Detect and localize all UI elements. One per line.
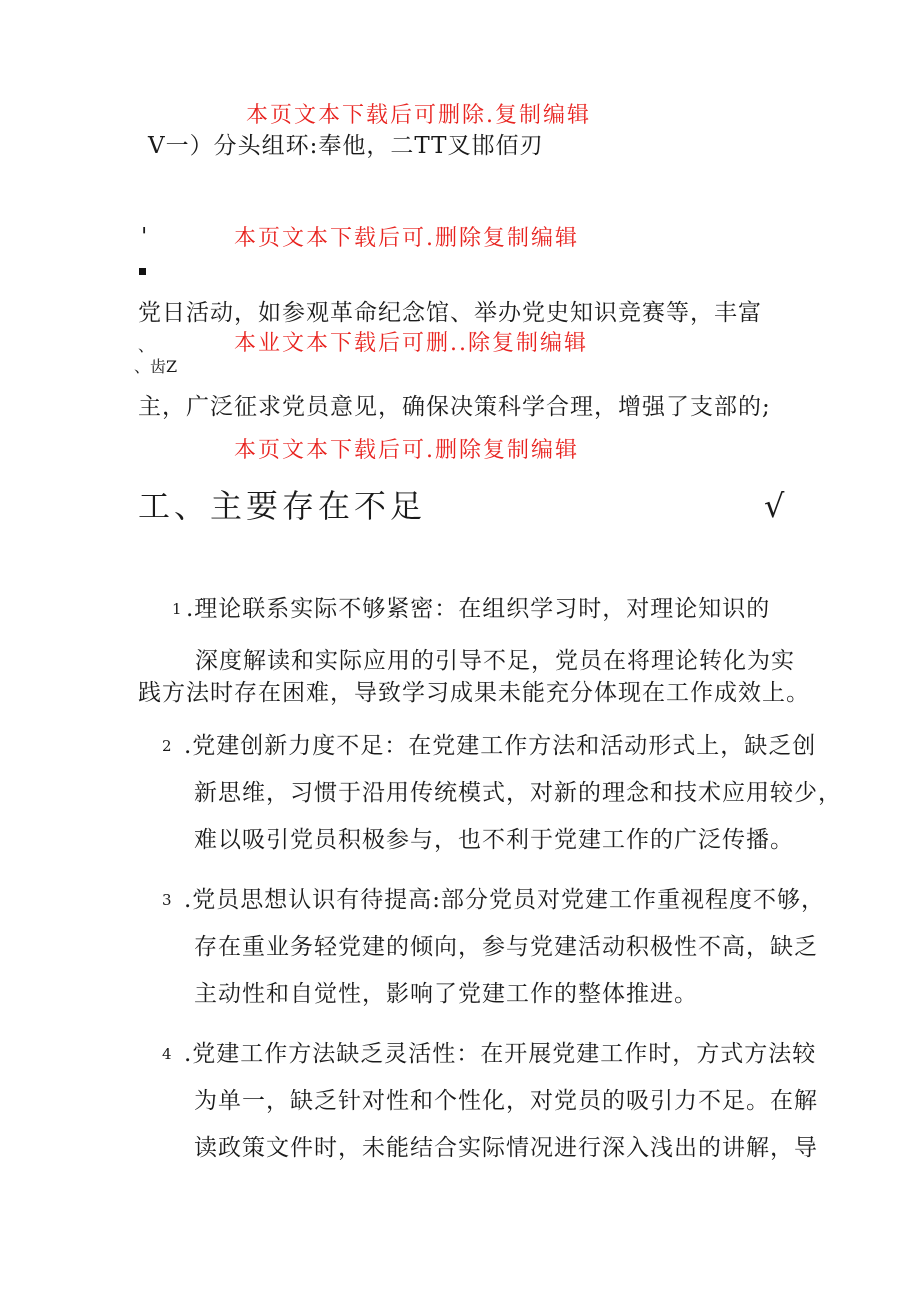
body-paragraph-line: 主，广泛征求党员意见，确保决策科学合理，增强了支部的; <box>138 394 771 420</box>
watermark-text: 本业文本下载后可删..除复制编辑 <box>234 331 588 356</box>
garbled-fragment: 、齿Z <box>134 357 178 376</box>
list-item-line: .理论联系实际不够紧密：在组织学习时，对理论知识的 <box>186 596 771 622</box>
list-item-line: 难以吸引党员积极参与，也不利于党建工作的广泛传播。 <box>194 827 794 853</box>
check-mark-icon: √ <box>764 487 789 525</box>
section-heading: 工、主要存在不足 <box>138 487 427 525</box>
punctuation-fragment: 、 <box>138 336 155 355</box>
list-item-line: 深度解读和实际应用的引导不足，党员在将理论转化为实 <box>195 648 795 674</box>
list-item-line: .党建工作方法缺乏灵活性：在开展党建工作时，方式方法较 <box>184 1041 817 1067</box>
list-item-line: 新思维，习惯于沿用传统模式，对新的理念和技术应用较少， <box>194 780 842 806</box>
list-item-number: 4 <box>162 1045 172 1063</box>
watermark-text: 本页文本下载后可删除.复制编辑 <box>246 103 591 128</box>
list-item-line: 存在重业务轻党建的倾向，参与党建活动积极性不高，缺乏 <box>194 934 818 960</box>
watermark-text: 本页文本下载后可.删除复制编辑 <box>234 226 579 251</box>
bullet-square <box>139 268 146 275</box>
list-item-line: .党员思想认识有待提高:部分党员对党建工作重视程度不够， <box>184 887 826 913</box>
garbled-line: V一）分头组环:奉他，二TT叉邯佰刃 <box>148 133 544 159</box>
list-item-line: .党建创新力度不足：在党建工作方法和活动形式上，缺乏创 <box>184 733 817 759</box>
list-item-line: 读政策文件时，未能结合实际情况进行深入浅出的讲解，导 <box>194 1135 818 1161</box>
list-item-number: 1 <box>172 600 182 618</box>
list-item-number: 3 <box>162 891 172 909</box>
list-item-number: 2 <box>162 737 172 755</box>
apostrophe-mark: ' <box>141 224 149 250</box>
list-item-line: 践方法时存在困难，导致学习成果未能充分体现在工作成效上。 <box>138 680 810 706</box>
watermark-text: 本页文本下载后可.删除复制编辑 <box>234 438 579 463</box>
list-item-line: 为单一，缺乏针对性和个性化，对党员的吸引力不足。在解 <box>194 1088 818 1114</box>
body-paragraph-line: 党日活动，如参观革命纪念馆、举办党史知识竞赛等，丰富 <box>138 300 762 326</box>
list-item-line: 主动性和自觉性，影响了党建工作的整体推进。 <box>194 981 698 1007</box>
